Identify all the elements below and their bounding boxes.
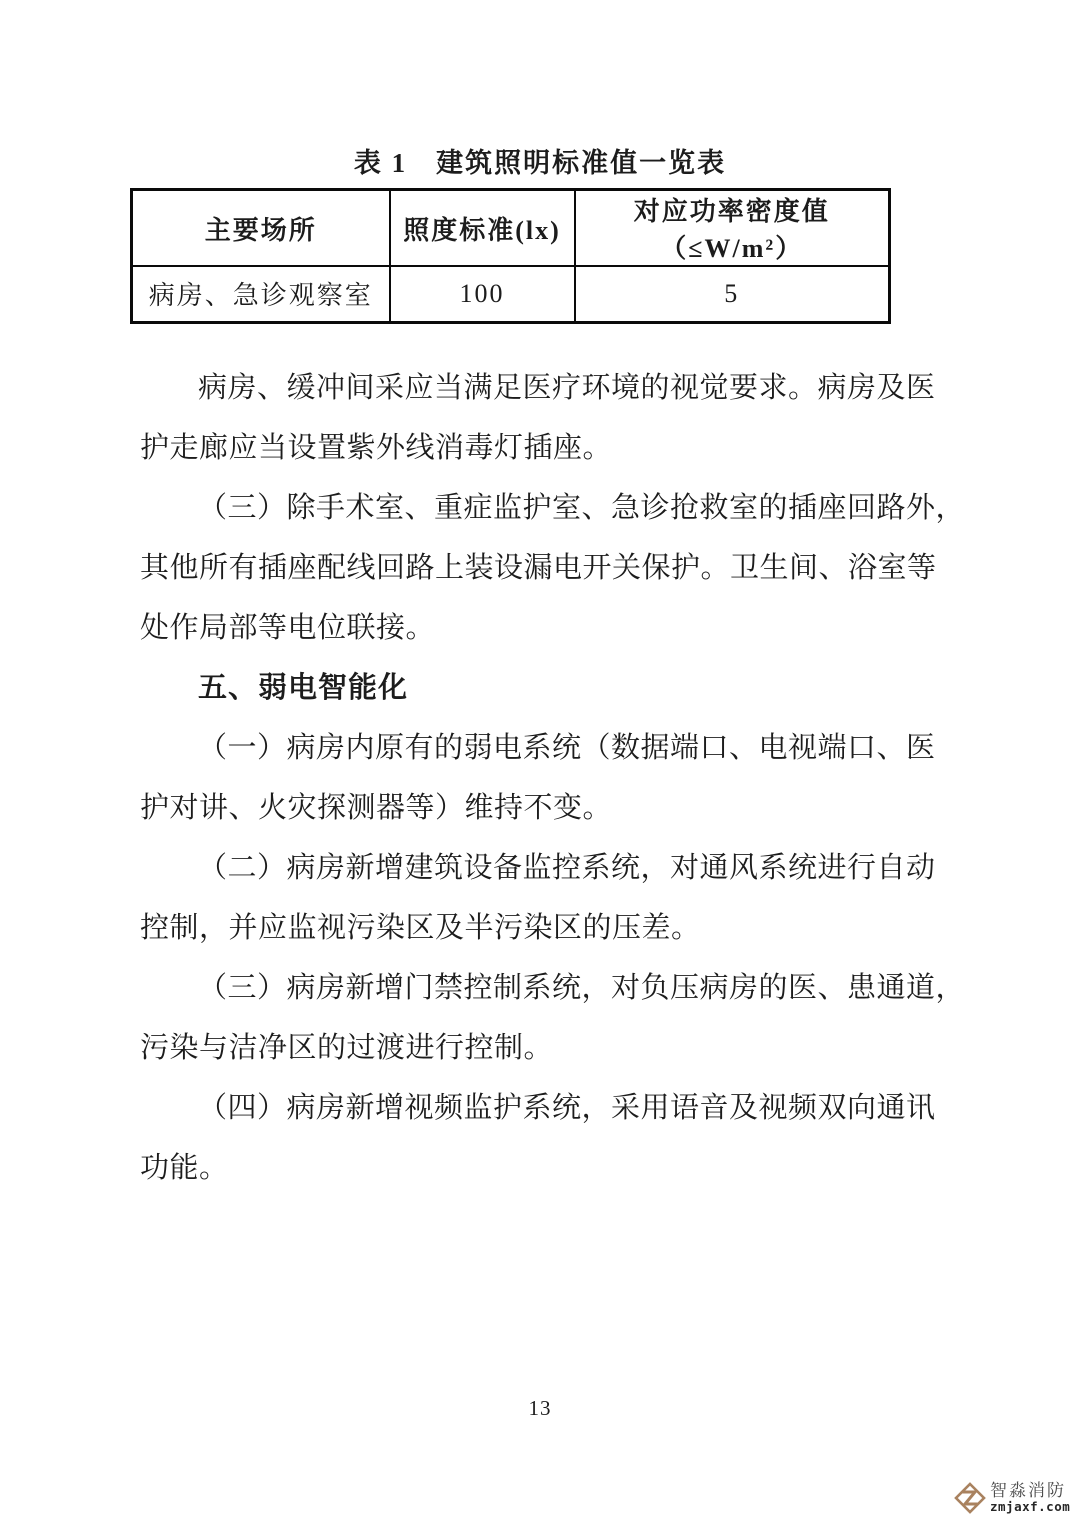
header-power-density: 对应功率密度值（≤W/m²） <box>575 190 890 267</box>
table-header-row <box>132 190 890 267</box>
table-row <box>132 266 890 322</box>
paragraph-line: 护对讲、火灾探测器等）维持不变。 <box>140 792 613 824</box>
paragraph-line: （二）病房新增建筑设备监控系统，对通风系统进行自动 <box>198 852 936 884</box>
brand-logo-icon <box>953 1481 987 1515</box>
watermark-text <box>990 1482 1070 1514</box>
header-illuminance-standard: 照度标准(lx) <box>390 190 575 267</box>
paragraph-line: （三）病房新增门禁控制系统，对负压病房的医、患通道， <box>198 972 966 1004</box>
paragraph-line: 功能。 <box>140 1152 229 1184</box>
cell-illuminance-value: 100 <box>390 266 575 322</box>
table-caption: 表 1 建筑照明标准值一览表 <box>353 148 727 178</box>
section-heading: 五、弱电智能化 <box>198 672 409 704</box>
cell-power-density-value: 5 <box>575 266 890 322</box>
watermark <box>953 1481 1070 1515</box>
paragraph-line: 其他所有插座配线回路上装设漏电开关保护。卫生间、浴室等 <box>140 552 937 584</box>
paragraph-line: （三）除手术室、重症监护室、急诊抢救室的插座回路外， <box>198 492 966 524</box>
paragraph-line: （一）病房内原有的弱电系统（数据端口、电视端口、医 <box>198 732 936 764</box>
paragraph-line: 控制，并应监视污染区及半污染区的压差。 <box>140 912 701 944</box>
paragraph-line: （四）病房新增视频监护系统，采用语音及视频双向通讯 <box>198 1092 936 1124</box>
page-number: 13 <box>528 1396 552 1420</box>
brand-name: 智淼消防 <box>990 1481 1066 1501</box>
brand-url: zmjaxf.com <box>990 1499 1071 1515</box>
paragraph-line: 护走廊应当设置紫外线消毒灯插座。 <box>140 432 613 464</box>
lighting-standard-table <box>130 188 891 324</box>
paragraph-line: 病房、缓冲间采应当满足医疗环境的视觉要求。病房及医 <box>198 372 936 404</box>
paragraph-line: 污染与洁净区的过渡进行控制。 <box>140 1032 554 1064</box>
cell-location: 病房、急诊观察室 <box>132 266 390 322</box>
body-text <box>140 358 966 1198</box>
header-main-location: 主要场所 <box>132 190 390 267</box>
paragraph-line: 处作局部等电位联接。 <box>140 612 436 644</box>
